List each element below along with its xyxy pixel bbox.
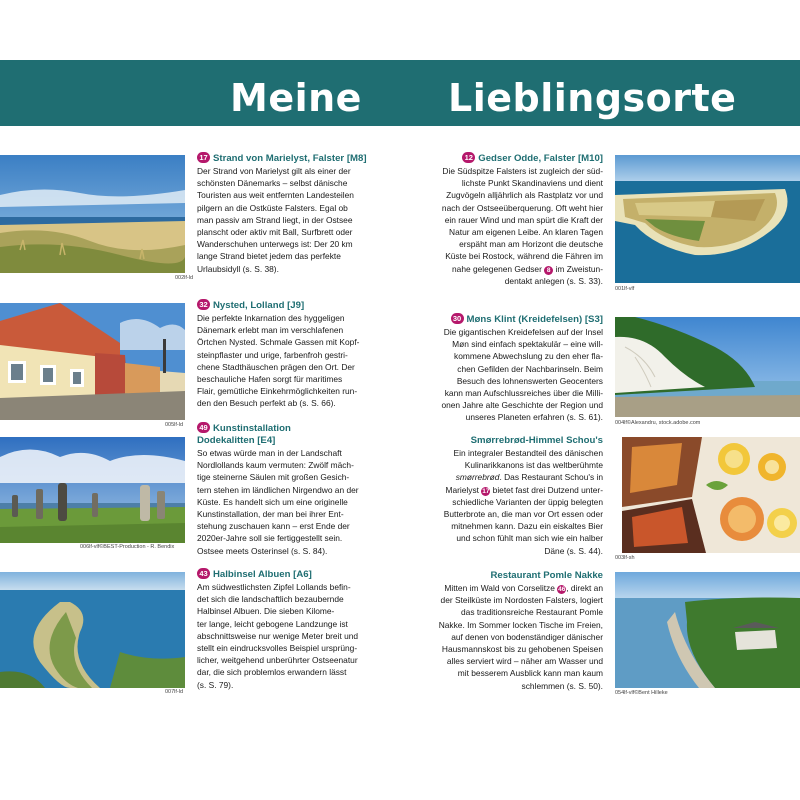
text-line: Urlaubsidyll (s. S. 38). (197, 263, 279, 274)
text-line: schönsten Dänemarks – selbst dänische (197, 178, 348, 189)
title-word-1: Meine (230, 76, 362, 120)
text-line: erspäht man am Horizont die deutsche (459, 239, 603, 250)
text-line: Ostsee meets Osterinsel (s. S. 84). (197, 545, 328, 556)
map-marker: 32 (197, 299, 210, 310)
beach-dunes-image (0, 155, 185, 273)
entry-body (197, 312, 369, 410)
text-line: das traditionsreiche Restaurant Pomle (461, 607, 603, 618)
photo-credit: 003lf-sh (615, 555, 635, 561)
dodekalitten-image (0, 437, 185, 543)
entry-pomle-nakke (430, 570, 603, 692)
text-line: schlemmen (s. S. 50). (521, 680, 603, 691)
entry-gedser-odde (430, 152, 603, 287)
text-line: den den Besuch perfekt ab (s. S. 66). (197, 398, 336, 409)
pomle-nakke-image (615, 572, 800, 688)
text-line: kann man Aufschlussreiches über die Milli- (444, 388, 603, 399)
text-line: Touristen aus weit entfernten Landesteilen (197, 190, 354, 201)
text-line: ein rauer Wind und man spürt die Kraft der (444, 214, 603, 225)
entry-body (197, 581, 369, 691)
text-line: 2020er-Jahre soll sie fertiggestellt sein. (197, 533, 343, 544)
text-line: Die perfekte Inkarnation des hyggeligen (197, 313, 345, 323)
text-line: lange Strand bietet jedem das perfekte (197, 251, 341, 262)
entry-body (197, 447, 369, 557)
map-marker: 49 (197, 422, 210, 433)
text-line: alles serviert wird – näher am Wasser und (446, 656, 603, 667)
entry-body (430, 326, 603, 424)
text-line: Dänemark erlebt man im verschlafenen (197, 325, 344, 336)
entry-title: Restaurant Pomle Nakke (490, 570, 603, 581)
text-line: mitnehmen kann. Dazu ein eiskaltes Bier (451, 521, 603, 532)
map-marker: 43 (197, 568, 210, 579)
text-line: smørrebrød. Das Restaurant Schou's in (455, 472, 603, 483)
text-line: beschauliche Hafen sorgt für maritimes (197, 374, 343, 385)
text-line: mit besserem Ausblick kann man kaum (457, 668, 603, 679)
entry-title: 12 Gedser Odde, Falster [M10] (430, 152, 603, 165)
text-line: Die gigantischen Kreidefelsen auf der Insel (443, 327, 603, 337)
photo-credit: 002lf-ld (175, 275, 194, 281)
text-line: So etwas würde man in der Landschaft (197, 448, 342, 458)
text-line: chen Gefilden der Nachbarinseln. Beim (457, 363, 603, 374)
text-line: Der Strand von Marielyst gilt als einer der (197, 166, 351, 176)
entry-albuen (197, 568, 369, 691)
text-line: Ein integraler Bestandteil des dänischen (453, 448, 603, 458)
text-line: stellt ein eindrucksvolles Beispiel ursprüng- (197, 643, 358, 654)
text-line: auf denen von bodenständiger dänischer (451, 631, 603, 642)
text-line: dentakt anlegen (s. S. 33). (504, 275, 603, 286)
text-line: man passiv am Strand liegt, in der Ostsee (197, 214, 353, 225)
photo-credit: 004lf©Alexandru, stock.adobe.com (615, 420, 701, 426)
text-line: chene Stadthäuschen prägen den Ort. Der (197, 361, 355, 372)
mons-klint-image (615, 317, 800, 417)
text-line: Kunstinstallation, der man bei ihrer Ent- (197, 509, 344, 520)
text-line: Hausmannskost bis zu gehobenen Speisen (441, 644, 603, 655)
smorrebrod-image (622, 437, 800, 553)
text-line: schiedliche Varianten der üppig belegten (452, 496, 603, 507)
entry-title-line-2: Dodekalitten [E4] (197, 435, 276, 446)
map-pin: 17 (482, 487, 490, 495)
text-line: nahe gelegenen Gedser 8 im Zweistun- (452, 263, 603, 274)
entry-mons-klint (430, 313, 603, 424)
entry-title: 17 Strand von Marielyst, Falster [M8] (197, 152, 369, 165)
text-line: Däne (s. S. 44). (544, 545, 603, 556)
nysted-houses-image (0, 303, 185, 420)
text-line: onen Jahre alte Geschichte der Region und (441, 400, 603, 411)
text-line: tern stehen im ländlichen Nirgendwo an der (197, 484, 359, 495)
text-line: der Steilküste im Nordosten Falsters, logiert (440, 595, 603, 606)
text-line: planscht oder aktiv mit Ball, Surfbrett oder (197, 227, 353, 238)
text-line: Møn sind einfach spektakulär – eine will- (452, 339, 603, 350)
entry-dodekalitten (197, 422, 369, 557)
entry-title: Smørrebrød-Himmel Schou's (470, 435, 603, 446)
text-line: nach der Ostseeüberquerung. Oft weht hier (441, 202, 603, 213)
albuen-aerial-image (0, 572, 185, 688)
entry-strand-marielyst (197, 152, 369, 275)
entry-title: 49 Kunstinstallation (197, 422, 369, 435)
entry-body (430, 447, 603, 557)
photo-credit: 054lf-vlf©Bent Hilleke (615, 690, 668, 696)
text-line: abschnittsweise nur wenige Meter breit und (197, 630, 359, 641)
text-line: Die Südspitze Falsters ist zugleich der süd- (442, 166, 603, 176)
map-marker: 17 (197, 152, 210, 163)
text-line: Nordlollands kaum vermuten: Zwölf mäch- (197, 460, 354, 471)
entry-title: 32 Nysted, Lolland [J9] (197, 299, 369, 312)
photo-credit: 006lf-vlf©BEST-Production - R. Bendix (80, 544, 175, 550)
map-pin: 8 (544, 266, 553, 275)
text-line: Örtchen Nysted. Schmale Gassen mit Kopf- (197, 337, 360, 348)
map-marker: 12 (462, 152, 475, 163)
map-marker: 30 (451, 313, 464, 324)
text-line: Besuch des lohnenswerten Geocenters (456, 375, 603, 386)
text-line: Küste. Es handelt sich um eine originelle (197, 496, 348, 507)
text-line: unseres Planeten erfahren (s. S. 61). (465, 412, 603, 423)
text-line: Kulinarikkanons ist das weltberühmte (464, 460, 603, 471)
text-line: lichste Punkt Skandinaviens und dient (461, 178, 603, 189)
text-line: Wanderschuhen unterwegs ist: Der 20 km (197, 239, 353, 250)
text-line: Halbinsel Albuen. Die sieben Kilome- (197, 606, 335, 617)
text-line: Butterbrote an, die man vor Ort essen oder (443, 509, 603, 520)
photo-credit: 007lf-ld (165, 689, 184, 695)
text-line: Küste bei Rostock, während die Fähren im (445, 251, 603, 262)
text-line: Natur am eigenen Leibe. An klaren Tagen (449, 227, 603, 238)
text-line: pilgern an die Ostküste Falsters. Egal ob (197, 202, 348, 213)
entry-title: 30 Møns Klint (Kreidefelsen) [S3] (430, 313, 603, 326)
text-line: und schon fühlt man sich wie ein halber (456, 533, 603, 544)
entry-smorrebrod-schous (430, 435, 603, 557)
gedser-odde-aerial-image (615, 155, 800, 283)
text-line: Mitten im Wald von Corselitze 46, direkt an (444, 583, 603, 593)
entry-title: 43 Halbinsel Albuen [A6] (197, 568, 369, 581)
photo-credit: 001lf-vlf (615, 286, 635, 292)
text-line: stehung zuschauen kann – erst Ende der (197, 521, 350, 532)
text-line: tige steinerne Säulen mit großen Gesich- (197, 472, 350, 483)
text-line: det sich die landschaftlich bezaubernde (197, 594, 344, 605)
map-pin: 46 (558, 586, 566, 593)
text-line: dar, die sich problemlos erwandern lässt (197, 667, 347, 678)
text-line: Am südwestlichsten Zipfel Lollands befin- (197, 582, 351, 592)
entry-nysted (197, 299, 369, 410)
entry-body (430, 582, 603, 692)
entry-body (430, 165, 603, 287)
title-banner (0, 60, 800, 126)
text-line: (s. S. 79). (197, 679, 234, 690)
text-line: Zugvögeln alljährlich als Rastplatz vor und (446, 190, 603, 201)
text-line: Nakke. Im Sommer locken Tische im Freien, (438, 619, 603, 630)
text-line: Flair, gemütliche Einkehrmöglichkeiten run- (197, 386, 358, 397)
text-line: Marielyst 17 bietet fast drei Dutzend unter- (445, 484, 603, 495)
entry-body (197, 165, 369, 275)
photo-credit: 005lf-ld (165, 422, 184, 428)
text-line: steinpflaster und urige, farbenfroh gestri- (197, 349, 348, 360)
text-line: ter lange, leicht gebogene Landzunge ist (197, 618, 348, 629)
title-word-2: Lieblingsorte (448, 76, 737, 120)
text-line: licher, weitgehend unberührter Ostseenatur (197, 655, 358, 666)
text-line: kommene Abwechslung zu den eher fla- (454, 351, 603, 362)
